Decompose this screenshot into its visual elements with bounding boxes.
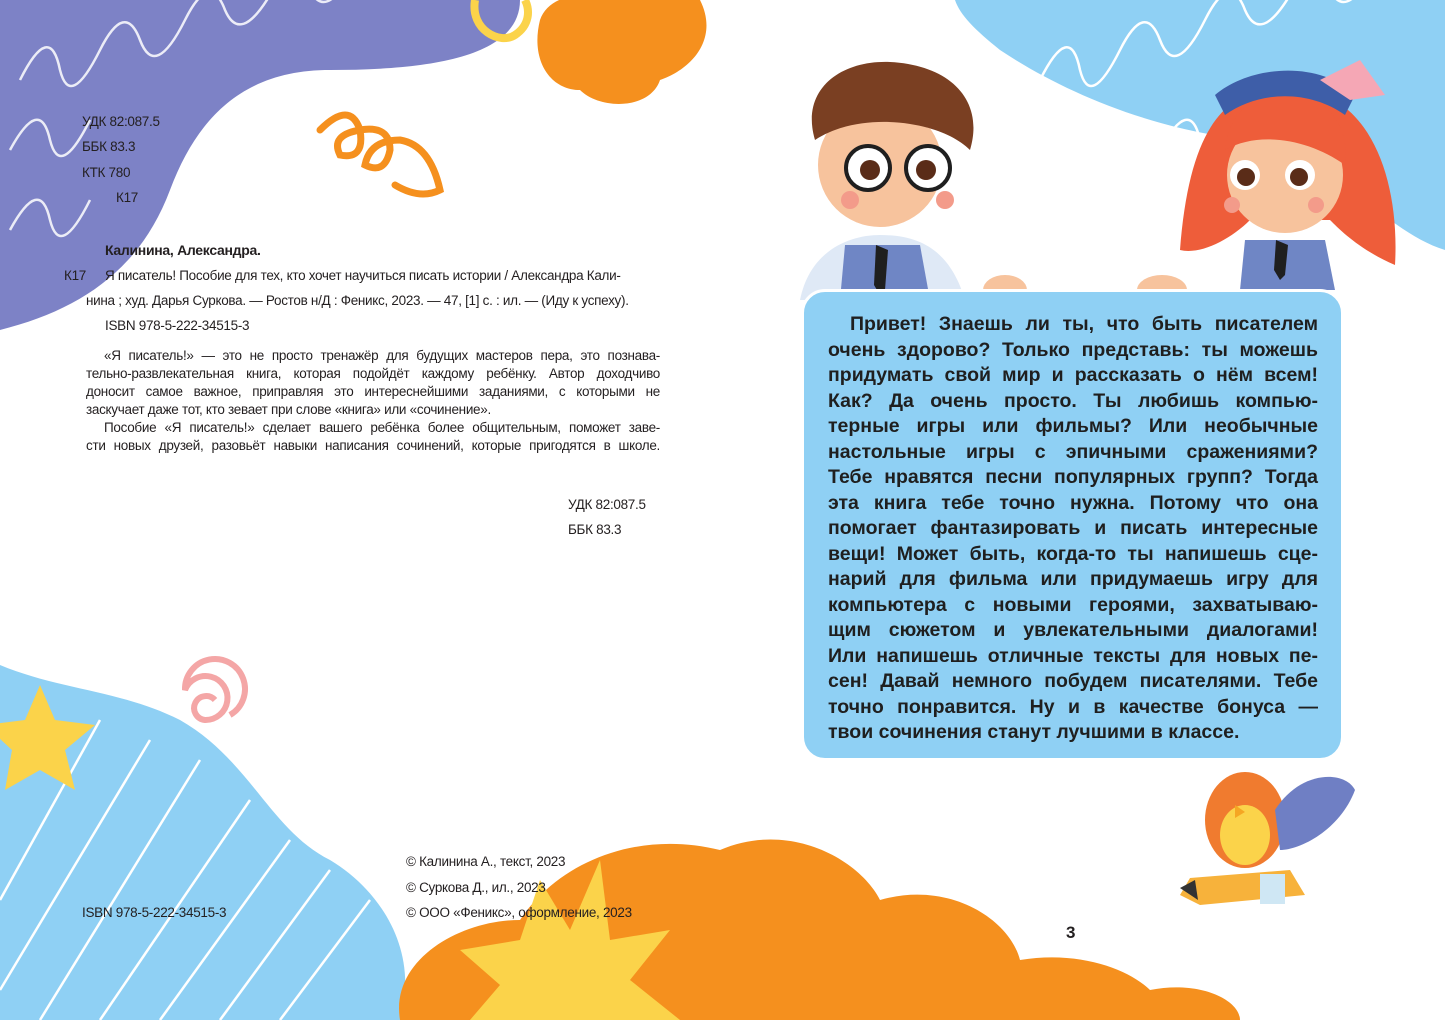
intro-line: точно понравится. Ну и в качестве бонуса —	[828, 695, 1318, 718]
intro-line: эта книга тебе точно нужна. Потому что она	[828, 491, 1318, 514]
copyright-line: © Калинина А., текст, 2023	[406, 854, 566, 869]
orange-squiggle	[320, 115, 440, 194]
intro-line: сен! Давай немного побудем писателями. Тебе	[828, 670, 1318, 692]
page-number: 3	[1066, 923, 1076, 942]
bird-with-pencil	[1180, 772, 1355, 905]
bibliographic-line: нина ; худ. Дарья Суркова. — Ростов н/Д : Феникс, 2023. — 47, [1] с. : ил. — (Иду к успеху).	[86, 293, 629, 308]
udk-code: УДК 82:087.5	[82, 114, 160, 129]
bbk-code: ББК 83.3	[82, 139, 136, 154]
intro-line: настольные игры с эпичными сражениями?	[828, 440, 1318, 463]
annotation-line: «Я писатель!» — это не просто тренажёр для будущих мастеров пера, это познава-	[104, 348, 660, 363]
bottom-udk: УДК 82:087.5	[568, 497, 646, 512]
intro-line: придумать свой мир и рассказать о нём всем!	[828, 364, 1318, 386]
intro-line: терные игры или фильмы? Или необычные	[828, 415, 1318, 437]
annotation-line: заскучает даже тот, кто зевает при слове «книга» или «сочинение».	[86, 402, 491, 417]
annotation	[86, 347, 660, 455]
annotation-line: доносит самое важное, приправляя это интереснейшими заданиями, с которыми не	[86, 384, 660, 399]
annotation-line: Пособие «Я писатель!» сделает вашего ребёнка более общительным, поможет заве-	[104, 420, 660, 435]
annotation-line: тельно-развлекательная книга, которая подойдёт каждому ребёнку. Автор доходчиво	[86, 366, 660, 381]
isbn-line: ISBN 978-5-222-34515-3	[105, 318, 250, 333]
intro-line: нарий для фильма или придумаешь игру для	[828, 568, 1318, 590]
author-mark-margin: К17	[64, 268, 86, 283]
ktk-code: КТК 780	[82, 165, 131, 180]
copyright-line: © Суркова Д., ил., 2023	[406, 880, 546, 895]
intro-line: Как? Да очень просто. Ты любишь компью-	[828, 389, 1318, 412]
copyright-line: © ООО «Феникс», оформление, 2023	[406, 905, 632, 920]
intro-text	[828, 312, 1318, 746]
author-heading: Калинина, Александра.	[105, 242, 261, 258]
intro-line: очень здорово? Только представь: ты можешь	[828, 338, 1318, 361]
bottom-bbk: ББК 83.3	[568, 522, 622, 537]
intro-line: Привет! Знаешь ли ты, что быть писателем	[850, 313, 1318, 335]
isbn-bottom: ISBN 978-5-222-34515-3	[82, 905, 227, 920]
intro-line: компьютера с новыми героями, захватываю-	[828, 593, 1318, 616]
bibliographic-line: Я писатель! Пособие для тех, кто хочет научиться писать истории / Александра Кали-	[105, 268, 621, 283]
annotation-line: сти новых друзей, разовьёт навыки написания сочинений, которые пригодятся в школе.	[86, 438, 660, 453]
intro-line: Или напишешь отличные тексты для новых пе-	[828, 644, 1318, 667]
intro-line: вещи! Может быть, когда-то ты напишешь сце-	[828, 542, 1318, 565]
intro-line: щим сюжетом и увлекательными диалогами!	[828, 619, 1318, 641]
orange-cloud-top	[537, 0, 706, 104]
intro-line: помогает фантазировать и писать интересные	[828, 517, 1318, 539]
author-mark: К17	[116, 190, 138, 205]
pink-spiral	[185, 659, 245, 720]
boy-character	[800, 62, 1027, 305]
intro-line: твои сочинения станут лучшими в классе.	[828, 721, 1240, 743]
intro-line: Тебе нравятся песни популярных групп? Тогда	[828, 466, 1318, 488]
